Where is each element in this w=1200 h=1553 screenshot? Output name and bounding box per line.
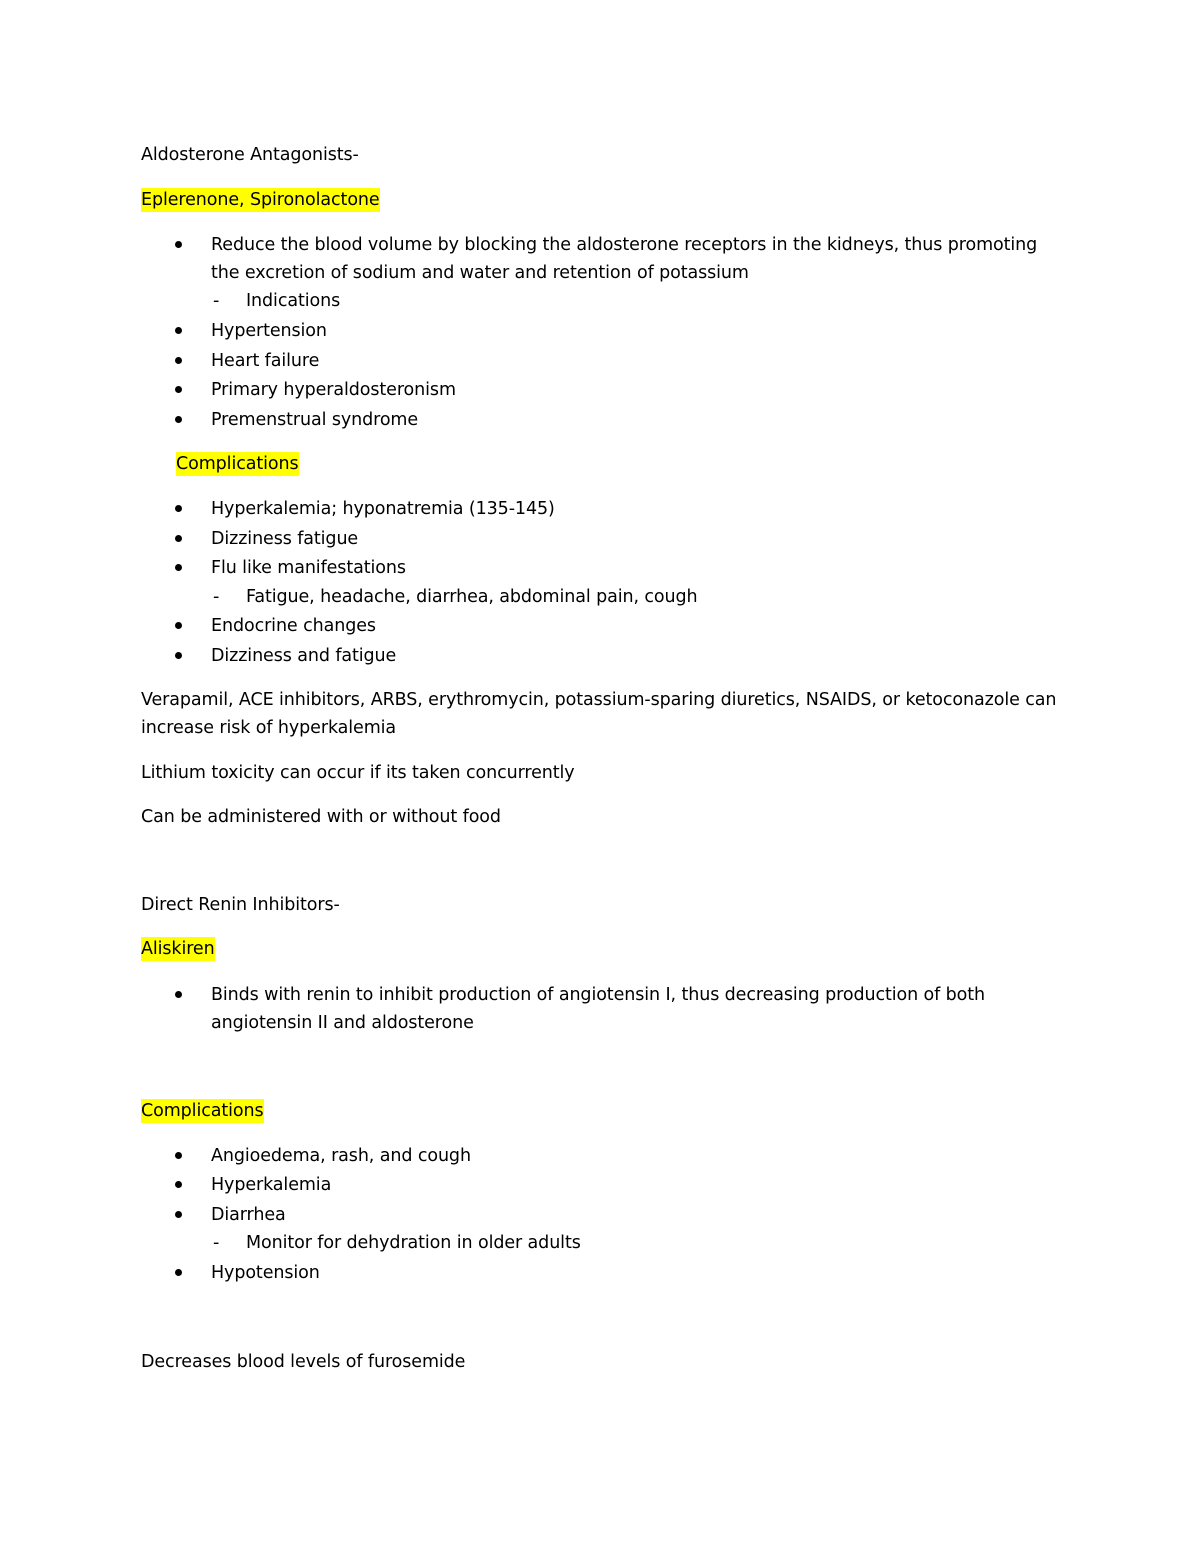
- renin-mechanism-line1: Binds with renin to inhibit production of angiotensin I, thus decreasing production of both: [211, 985, 986, 1005]
- bullet-icon: [175, 327, 182, 334]
- list-item-complication: Flu like manifestations: [211, 558, 406, 578]
- bullet-icon: [175, 1211, 182, 1218]
- section-heading-direct-renin-inhibitors: Direct Renin Inhibitors-: [141, 895, 340, 915]
- bullet-icon: [175, 991, 182, 998]
- list-item-complication: Hypotension: [211, 1263, 320, 1283]
- bullet-icon: [175, 535, 182, 542]
- bullet-icon: [175, 564, 182, 571]
- furosemide-note: Decreases blood levels of furosemide: [141, 1352, 466, 1372]
- bullet-icon: [175, 386, 182, 393]
- flu-detail-text: Fatigue, headache, diarrhea, abdominal pain, cough: [246, 587, 698, 607]
- list-item-complication: Angioedema, rash, and cough: [211, 1146, 471, 1166]
- complications-label: Complications: [176, 454, 299, 474]
- list-item-complication: Hyperkalemia; hyponatremia (135-145): [211, 499, 555, 519]
- indications-label: Indications: [246, 291, 341, 311]
- bullet-icon: [175, 1152, 182, 1159]
- mechanism-text-line2: the excretion of sodium and water and retention of potassium: [211, 263, 749, 283]
- drug-names-highlight: [141, 188, 380, 212]
- section-heading-aldosterone-antagonists: Aldosterone Antagonists-: [141, 145, 359, 165]
- lithium-note: Lithium toxicity can occur if its taken concurrently: [141, 763, 575, 783]
- bullet-icon: [175, 1181, 182, 1188]
- bullet-icon: [175, 357, 182, 364]
- bullet-icon: [175, 241, 182, 248]
- bullet-icon: [175, 416, 182, 423]
- bullet-icon: [175, 622, 182, 629]
- bullet-icon: [175, 652, 182, 659]
- list-item-complication: Dizziness and fatigue: [211, 646, 397, 666]
- food-note: Can be administered with or without food: [141, 807, 501, 827]
- dash-icon: -: [213, 587, 220, 607]
- complications-label: Complications: [141, 1101, 264, 1121]
- dash-icon: -: [213, 1233, 220, 1253]
- diarrhea-detail-text: Monitor for dehydration in older adults: [246, 1233, 581, 1253]
- list-item-indication: Heart failure: [211, 351, 320, 371]
- list-item-indication: Hypertension: [211, 321, 327, 341]
- drug-name-highlight: [141, 937, 215, 961]
- list-item-complication: Diarrhea: [211, 1205, 286, 1225]
- complications-label-highlight: [176, 452, 299, 476]
- list-item-complication: Endocrine changes: [211, 616, 376, 636]
- highlighted-drug-names: Eplerenone, Spironolactone: [141, 190, 380, 210]
- dash-icon: -: [213, 291, 220, 311]
- interaction-text-line1: Verapamil, ACE inhibitors, ARBS, erythromycin, potassium-sparing diuretics, NSAIDS, or ketoconazole can: [141, 690, 1057, 710]
- complications-label-highlight: [141, 1099, 264, 1123]
- list-item-indication: Primary hyperaldosteronism: [211, 380, 456, 400]
- list-item-complication: Dizziness fatigue: [211, 529, 359, 549]
- highlighted-drug-name: Aliskiren: [141, 939, 215, 959]
- interaction-text-line2: increase risk of hyperkalemia: [141, 718, 397, 738]
- list-item-indication: Premenstrual syndrome: [211, 410, 419, 430]
- mechanism-text-line1: Reduce the blood volume by blocking the aldosterone receptors in the kidneys, thus promoting: [211, 235, 1038, 255]
- renin-mechanism-line2: angiotensin II and aldosterone: [211, 1013, 474, 1033]
- bullet-icon: [175, 1269, 182, 1276]
- bullet-icon: [175, 505, 182, 512]
- list-item-complication: Hyperkalemia: [211, 1175, 332, 1195]
